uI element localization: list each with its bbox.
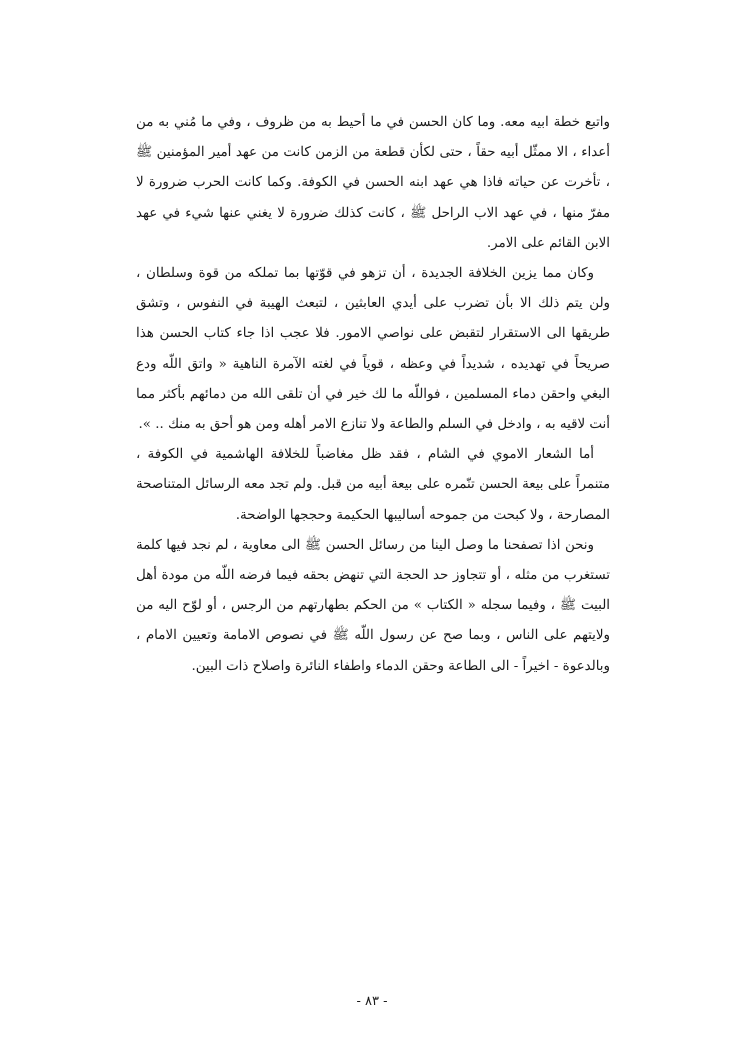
page-body [136,108,610,682]
paragraph-1: واتبع خطة ابيه معه. وما كان الحسن في ما أحيط به من ظروف ، وفي ما مُني به من أعداء ، الا ممثّل أبيه حقاً ، حتى لكأن قطعة من الزمن كانت من عهد أمير المؤمنين ﷺ ، تأخرت عن حياته فاذا هي عهد ابنه الحسن في الكوفة. وكما كانت الحرب ضرورة لا مفرّ منها ، في عهد الاب الراحل ﷺ ، كانت كذلك ضرورة لا يغني عنها شيء في عهد الابن القائم على الامر. [136,115,610,251]
page-number: - ٨٣ - [356,994,388,1009]
paragraph-3: أما الشعار الاموي في الشام ، فقد ظل مغاضباً للخلافة الهاشمية في الكوفة ، متنمراً على بيعة الحسن تنّمره على بيعة أبيه من قبل. ولم تجد معه الرسائل المتناصحة المصارحة ، ولا كبحت من جموحه أساليبها الحكيمة وحججها الواضحة. [136,447,610,523]
paragraph-4: ونحن اذا تصفحنا ما وصل الينا من رسائل الحسن ﷺ الى معاوية ، لم نجد فيها كلمة تستغرب من مثله ، أو تتجاوز حد الحجة التي تنهض بحقه فيما فرضه اللّه من مودة أهل البيت ﷺ ، وفيما سجله « الكتاب » من الحكم بطهارتهم من الرجس ، أو لوّح اليه من ولايتهم على الناس ، وبما صح عن رسول اللّه ﷺ في نصوص الامامة وتعيين الامام ، وبالدعوة - اخيراً - الى الطاعة وحقن الدماء واطفاء النائرة واصلاح ذات البين. [136,537,610,674]
paragraph-2: وكان مما يزين الخلافة الجديدة ، أن تزهو في قوّتها بما تملكه من قوة وسلطان ، ولن يتم ذلك الا بأن تضرب على أيدي العابثين ، لتبعث الهيبة في النفوس ، وتشق طريقها الى الاستقرار لتقبض على نواصي الامور. فلا عجب اذا جاء كتاب الحسن هذا صريحاً في تهديده ، شديداً في وعظه ، قوياً في لغته الآمرة الناهية « واتق اللّه ودع البغي واحقن دماء المسلمين ، فواللّه ما لك خير في أن تلقى الله من دمائهم بأكثر مما أنت لاقيه به ، وادخل في السلم والطاعة ولا تنازع الامر أهله ومن هو أحق به منك .. ». [136,266,610,433]
